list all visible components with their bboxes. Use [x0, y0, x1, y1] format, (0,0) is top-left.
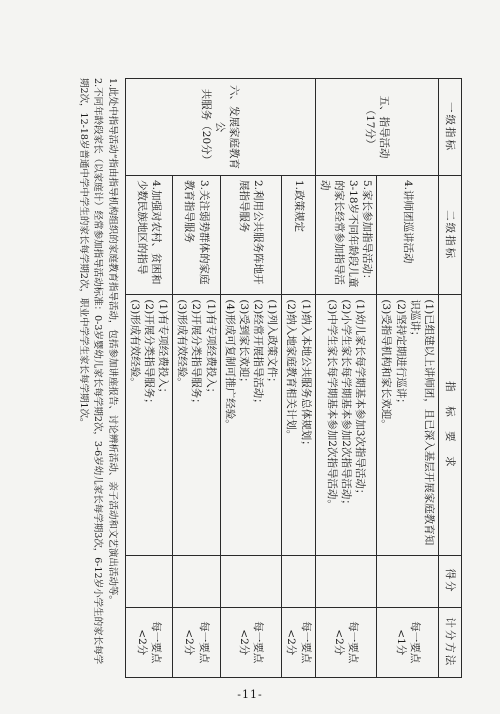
header-primary-indicator: 一级指标 [439, 79, 462, 176]
method-line: 每一要点 [252, 621, 265, 664]
table-header-row [439, 79, 462, 678]
method-line: <2分 [183, 629, 196, 656]
requirement-item: (3)受指导机构和家长欢迎。 [380, 299, 393, 430]
rotated-page [20, 78, 462, 678]
method-line: 每一要点 [150, 621, 162, 664]
secondary-indicator: 5.家长参加指导活动：3-18岁不同年龄段儿童的家长经常参加指导活动 [315, 175, 377, 294]
method-line: 每一要点 [299, 621, 312, 664]
score-cell [377, 555, 439, 607]
score-cell [315, 555, 377, 607]
section-label-line: 五、指导活动 [377, 95, 390, 159]
page-number: -11- [237, 688, 263, 701]
section-label-line: 共服务（20分） [200, 88, 213, 166]
scoring-method [220, 607, 282, 677]
requirement-item: (1)幼儿家长每学期基本参加3次指导活动； [354, 299, 367, 500]
section-label-line: （17分） [363, 104, 376, 150]
method-line: 每一要点 [197, 621, 210, 664]
requirement-item: (1)有专项经费投入； [157, 299, 170, 399]
requirements-cell [220, 295, 282, 555]
section-label [315, 79, 438, 176]
requirement-item: (1)列入政策文件； [266, 299, 279, 388]
scoring-method [315, 607, 377, 677]
requirement-item: (1)已组建以上讲师团，且已深入基层开展家庭教育知识巡讲； [408, 299, 435, 546]
requirements-cell [173, 295, 221, 555]
footnotes [76, 78, 119, 678]
method-line: <2分 [237, 629, 250, 656]
requirement-item: (2)经常开展指导活动； [252, 299, 265, 409]
secondary-indicator: 1.政策规定 [282, 175, 315, 294]
requirement-item: (2)小学生家长每学期基本参加2次指导活动； [340, 299, 353, 510]
score-cell [282, 555, 315, 607]
score-cell [173, 555, 221, 607]
header-secondary-indicator: 二级指标 [439, 175, 462, 294]
requirement-item: (3)形成有效经验。 [128, 299, 141, 388]
requirements-cell [315, 295, 377, 555]
requirement-item: (3)形成有效经验。 [176, 299, 189, 388]
secondary-indicator: 3.关注弱势群体的家庭教育指导服务 [173, 175, 221, 294]
table-row [377, 79, 439, 678]
method-line: 每一要点 [347, 621, 360, 664]
requirements-cell [125, 295, 173, 555]
requirement-item: (4)形成可复制可推广经验。 [223, 299, 236, 430]
method-line: 每一要点 [408, 621, 421, 664]
section-label [125, 79, 315, 176]
method-line: <2分 [285, 629, 298, 656]
method-line: <2分 [135, 629, 148, 656]
footnote: 期2次，12-18岁普通中学中学生的家长每学期2次，职业中学学生家长每学期1次。 [78, 78, 90, 428]
score-cell [220, 555, 282, 607]
section-label-line: 六、发展家庭教育公 [214, 84, 241, 169]
score-cell [125, 555, 173, 607]
header-score: 得分 [439, 555, 462, 607]
footnote: 1.此处中指导活动“指由指导机构组织的家庭教育指导活动，包括参加讲座报告、讨论辨析活动、亲子活动和文艺演出活动等。 [106, 78, 118, 605]
header-requirements: 指 标 要 求 [439, 295, 462, 555]
evaluation-table [125, 78, 462, 678]
requirement-item: (3)受到家长欢迎； [237, 299, 250, 388]
method-line: <1分 [394, 629, 407, 656]
table-row [282, 79, 315, 678]
secondary-indicator: 2.利用公共服务阵地开展指导服务 [220, 175, 282, 294]
method-line: <2分 [332, 629, 345, 656]
requirement-item: (2)开展分类指导服务； [142, 299, 155, 409]
requirements-cell [282, 295, 315, 555]
requirement-item: (2)开展分类指导服务； [190, 299, 203, 409]
scoring-method [125, 607, 173, 677]
requirement-item: (1)纳入本地公共服务总体规划； [299, 299, 312, 451]
scoring-method [282, 607, 315, 677]
header-scoring-method: 计分方法 [439, 607, 462, 677]
footnote: 2.不同年龄段家长（以家庭计）经常参加指导活动标准：0-3岁婴幼儿家长每学期2次，3-6岁幼儿家长每学期3次，6-12岁小学生的家长每学 [92, 78, 104, 665]
secondary-indicator: 4.讲师团巡讲活动 [377, 175, 439, 294]
requirement-item: (2)纳入地家庭教育相关计划。 [285, 299, 298, 441]
requirement-item: (2)坚持定期进行巡讲； [394, 299, 407, 409]
requirements-cell [377, 295, 439, 555]
secondary-indicator: 4.加强对农村、贫困和少数民族地区的指导 [125, 175, 173, 294]
requirement-item: (3)中学生家长每学期基本参加2次指导活动。 [325, 299, 338, 510]
scoring-method [173, 607, 221, 677]
requirement-item: (1)有专项经费投入； [204, 299, 217, 399]
scoring-method [377, 607, 439, 677]
